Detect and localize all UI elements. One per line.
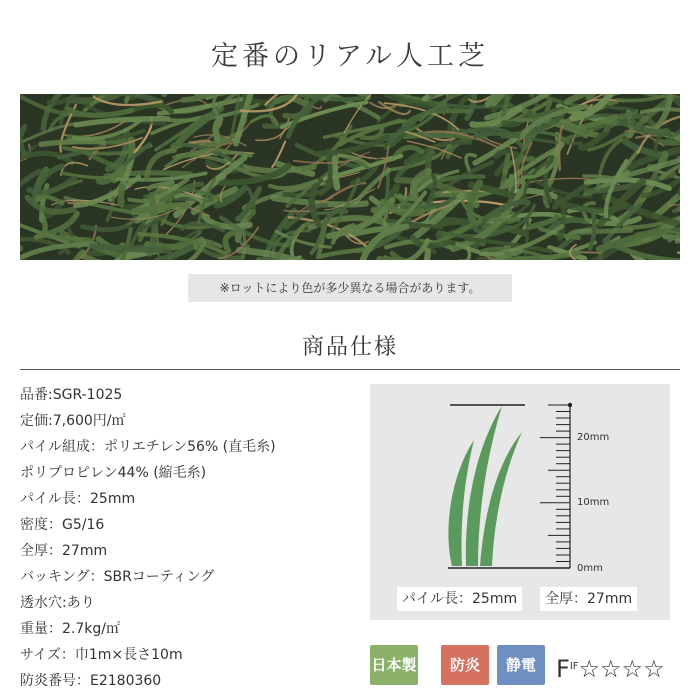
spec-total-thickness: 全厚：27mm: [20, 543, 108, 559]
made-in-japan-badge: 日本製: [370, 645, 418, 685]
scale-ticks: [540, 405, 570, 568]
spec-list: [20, 382, 360, 694]
spec-pile-composition: パイル組成：ポリエチレン56% (直毛糸): [20, 439, 276, 455]
spec-list-price: 定価:7,600円/㎡: [20, 413, 126, 429]
formaldehyde-letter: F: [556, 655, 570, 683]
formaldehyde-rating: [556, 655, 665, 683]
spec-drain-holes: 透水穴:あり: [20, 595, 95, 611]
spec-product-code: 品番:SGR-1025: [20, 387, 123, 403]
lot-color-note: ※ロットにより色が多少異なる場合があります。: [188, 274, 512, 302]
spec-weight: 重量：2.7kg/㎡: [20, 621, 120, 637]
spec-backing: バッキング：SBRコーティング: [20, 569, 215, 585]
section-divider: [20, 369, 680, 370]
page-title: 定番のリアル人工芝: [211, 41, 489, 72]
spec-density: 密度：G5/16: [20, 517, 105, 533]
antistatic-badge: 静電: [497, 645, 545, 685]
spec-fireproof-number: 防炎番号：E2180360: [20, 673, 162, 689]
scale-label-20mm: 20mm: [577, 432, 610, 443]
fireproof-badge: 防炎: [441, 645, 489, 685]
spec-section-title: 商品仕様: [301, 335, 398, 360]
scale-label-0mm: 0mm: [577, 563, 603, 574]
formaldehyde-superscript: IF: [569, 661, 579, 672]
pile-diagram: [370, 384, 670, 620]
turf-texture: [20, 94, 680, 260]
total-thickness-label: 全厚：27mm: [540, 587, 637, 611]
pile-diagram-graphic: [370, 384, 670, 620]
spec-size: サイズ：巾1m×長さ10m: [20, 647, 183, 663]
pile-length-label: パイル長：25mm: [397, 587, 522, 611]
turf-photo: [20, 94, 680, 260]
spec-pile-composition-cont: ポリプロピレン44% (縮毛糸): [20, 465, 207, 481]
spec-pile-length: パイル長：25mm: [20, 491, 136, 507]
scale-label-10mm: 10mm: [577, 497, 610, 508]
formaldehyde-stars: ☆☆☆☆: [578, 655, 665, 683]
